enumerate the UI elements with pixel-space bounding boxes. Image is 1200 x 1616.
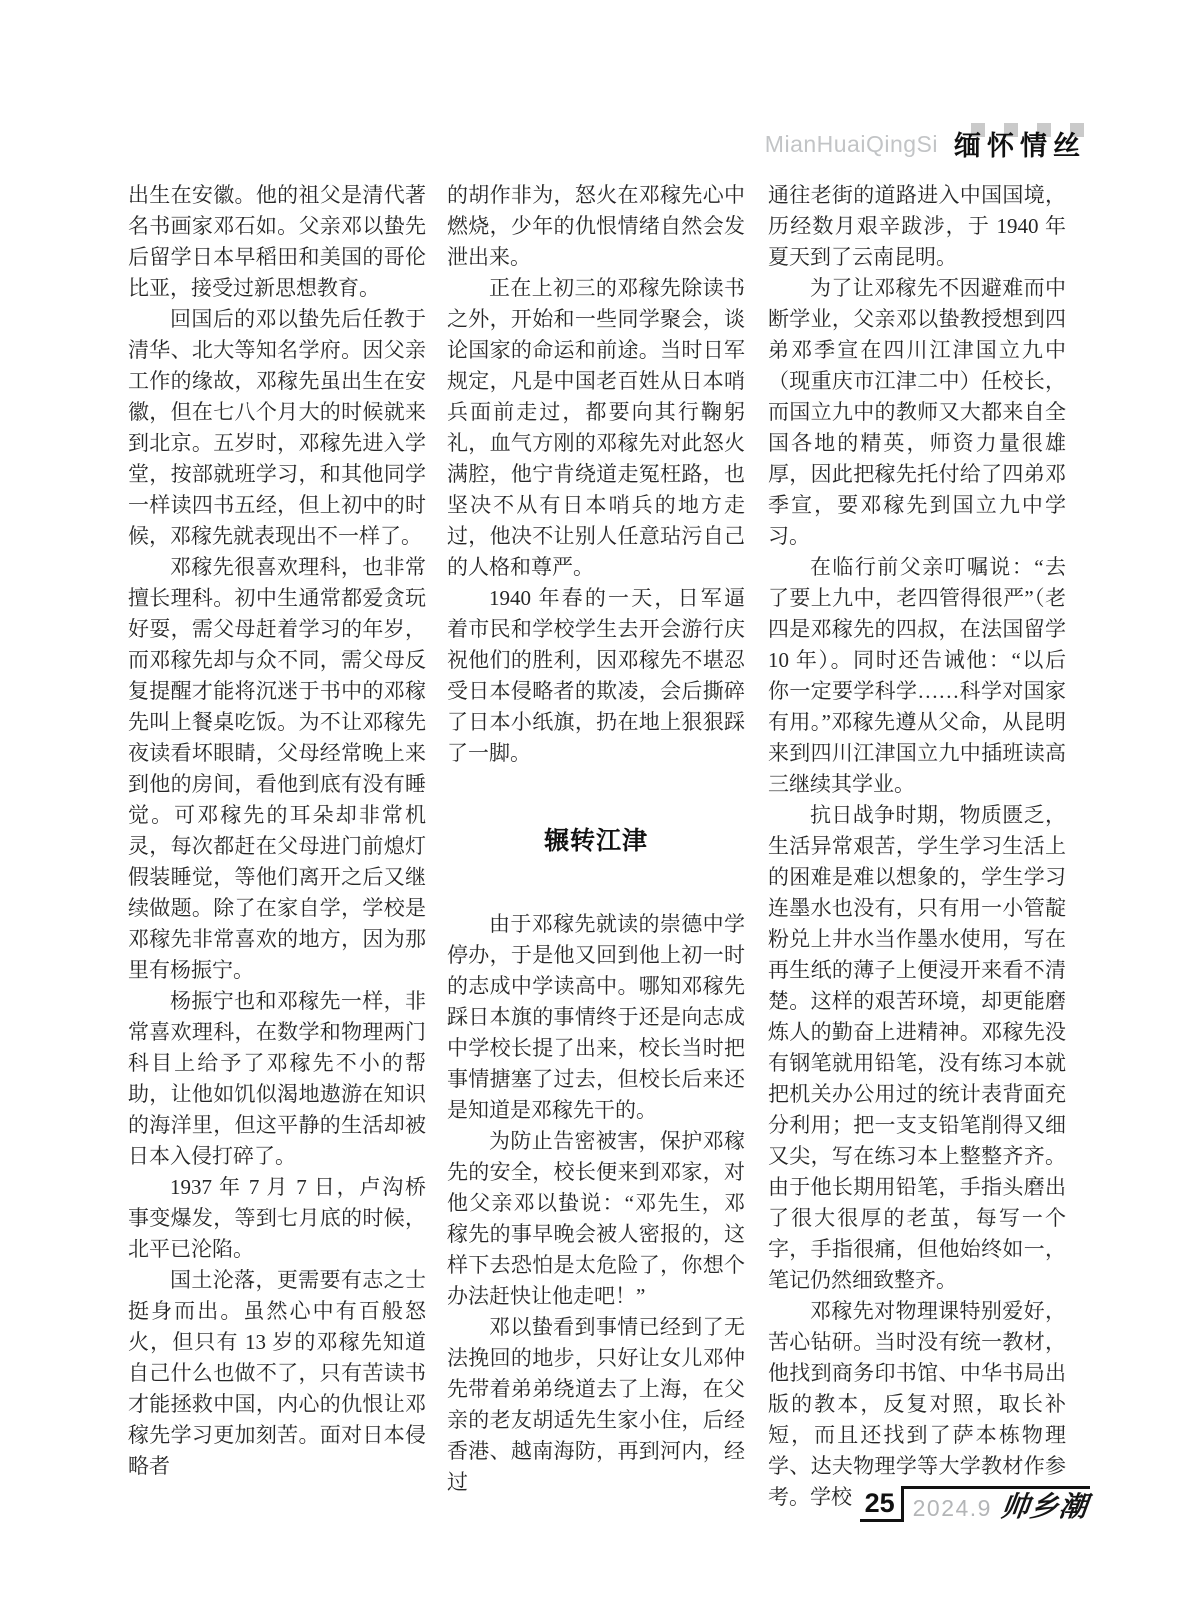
paragraph: 抗日战争时期，物质匮乏，生活异常艰苦，学生学习生活上的困难是难以想象的，学生学习连墨水也没有，只有用一小管靛粉兑上井水当作墨水使用，写在再生纸的薄子上便浸开来看不清楚。这样的艰苦环境，却更能磨炼人的勤奋上进精神。邓稼先没有钢笔就用铅笔，没有练习本就把机关办公用过的统计表背面充分利用；把一支支铅笔削得又细又尖，写在练习本上整整齐齐。由于他长期用铅笔，手指头磨出了很大很厚的老茧，每写一个字，手指很痛，但他始终如一，笔记仍然细致整齐。 [768,803,1066,1292]
header-title-char: 情 [1019,130,1048,160]
paragraph: 正在上初三的邓稼先除读书之外，开始和一些同学聚会，谈论国家的命运和前途。当时日军规定，凡是中国老百姓从日本哨兵面前走过，都要向其行鞠躬礼，血气方刚的邓稼先对此怒火满腔，他宁肯绕道走冤枉路，也坚决不从有日本哨兵的地方走过，他决不让别人任意玷污自己的人格和尊严。 [447,276,745,579]
paragraph: 的胡作非为，怒火在邓稼先心中燃烧，少年的仇恨情绪自然会发泄出来。 [447,183,745,269]
section-heading: 辗转江津 [543,826,648,855]
page-header [765,130,1081,160]
paragraph: 邓以蛰看到事情已经到了无法挽回的地步，只好让女儿邓仲先带着弟弟绕道去了上海，在父亲的老友胡适先生家小住，后经香港、越南海防，再到河内，经过 [447,1315,745,1494]
page-number: 25 [860,1486,904,1522]
paragraph: 回国后的邓以蛰先后任教于清华、北大等知名学府。因父亲工作的缘故，邓稼先虽出生在安徽，但在七八个月大的时候就来到北京。五岁时，邓稼先进入学堂，按部就班学习，和其他同学一样读四书五经，但上初中的时候，邓稼先就表现出不一样了。 [128,307,426,548]
header-title-char: 怀 [986,130,1015,160]
issue-date: 2024.9 [912,1495,992,1521]
paragraph: 邓稼先对物理课特别爱好，苦心钻研。当时没有统一教材，他找到商务印书馆、中华书局出版的教本，反复对照，取长补短，而且还找到了萨本栋物理学、达夫物理学等大学教材作参考。学校 [768,1299,1066,1509]
magazine-logo: 帅乡潮 [999,1492,1090,1523]
header-title-char: 缅 [953,130,982,160]
paragraph: 在临行前父亲叮嘱说：“去了要上九中，老四管得很严”（老四是邓稼先的四叔，在法国留学 10 年）。同时还告诫他：“以后你一定要学科学……科学对国家有用。”邓稼先遵从父命，从昆明来到四川江津国立九中插班读高三继续其学业。 [768,555,1066,796]
text-column-2 [447,180,745,1498]
paragraph: 为防止告密被害，保护邓稼先的安全，校长便来到邓家，对他父亲邓以蛰说：“邓先生，邓稼先的事早晚会被人密报的，这样下去恐怕是太危险了，你想个办法赶快让他走吧！” [447,1129,745,1308]
paragraph: 为了让邓稼先不因避难而中断学业，父亲邓以蛰教授想到四弟邓季宣在四川江津国立九中（现重庆市江津二中）任校长，而国立九中的教师又大都来自全国各地的精英，师资力量很雄厚，因此把稼先托付给了四弟邓季宣，要邓稼先到国立九中学习。 [768,276,1066,548]
header-pinyin-label: MianHuaiQingSi [764,131,938,157]
header-title [953,130,1081,160]
paragraph: 国土沦落，更需要有志之士挺身而出。虽然心中有百般怒火，但只有 13 岁的邓稼先知道自己什么也做不了，只有苦读书才能拯救中国，内心的仇恨让邓稼先学习更加刻苦。面对日本侵略者 [128,1268,426,1478]
paragraph: 出生在安徽。他的祖父是清代著名书画家邓石如。父亲邓以蛰先后留学日本早稻田和美国的哥伦比亚，接受过新思想教育。 [128,183,426,300]
text-column-1 [128,180,426,1482]
paragraph: 杨振宁也和邓稼先一样，非常喜欢理科，在数学和物理两门科目上给予了邓稼先不小的帮助，让他如饥似渴地遨游在知识的海洋里，但这平静的生活却被日本入侵打碎了。 [128,989,426,1168]
paragraph: 通往老街的道路进入中国国境，历经数月艰辛跋涉，于 1940 年夏天到了云南昆明。 [768,183,1066,269]
paragraph: 1937 年 7 月 7 日，卢沟桥事变爆发，等到七月底的时候，北平已沦陷。 [128,1175,426,1261]
text-column-3 [768,180,1066,1513]
paragraph: 由于邓稼先就读的崇德中学停办，于是他又回到他上初一时的志成中学读高中。哪知邓稼先踩日本旗的事情终于还是向志成中学校长提了出来，校长当时把事情搪塞了过去，但校长后来还是知道是邓稼先干的。 [447,912,745,1122]
header-title-char: 丝 [1052,130,1081,160]
paragraph: 邓稼先很喜欢理科，也非常擅长理科。初中生通常都爱贪玩好耍，需父母赶着学习的年岁，而邓稼先却与众不同，需父母反复提醒才能将沉迷于书中的邓稼先叫上餐桌吃饭。为不让邓稼先夜读看坏眼睛，父母经常晚上来到他的房间，看他到底有没有睡觉。可邓稼先的耳朵却非常机灵，每次都赶在父母进门前熄灯假装睡觉，等他们离开之后又继续做题。除了在家自学，学校是邓稼先非常喜欢的地方，因为那里有杨振宁。 [128,555,426,982]
paragraph: 1940 年春的一天，日军逼着市民和学校学生去开会游行庆祝他们的胜利，因邓稼先不堪忍受日本侵略者的欺凌，会后撕碎了日本小纸旗，扔在地上狠狠踩了一脚。 [447,586,745,765]
page-footer [860,1486,1090,1523]
footer-issue-group [904,1486,1090,1523]
